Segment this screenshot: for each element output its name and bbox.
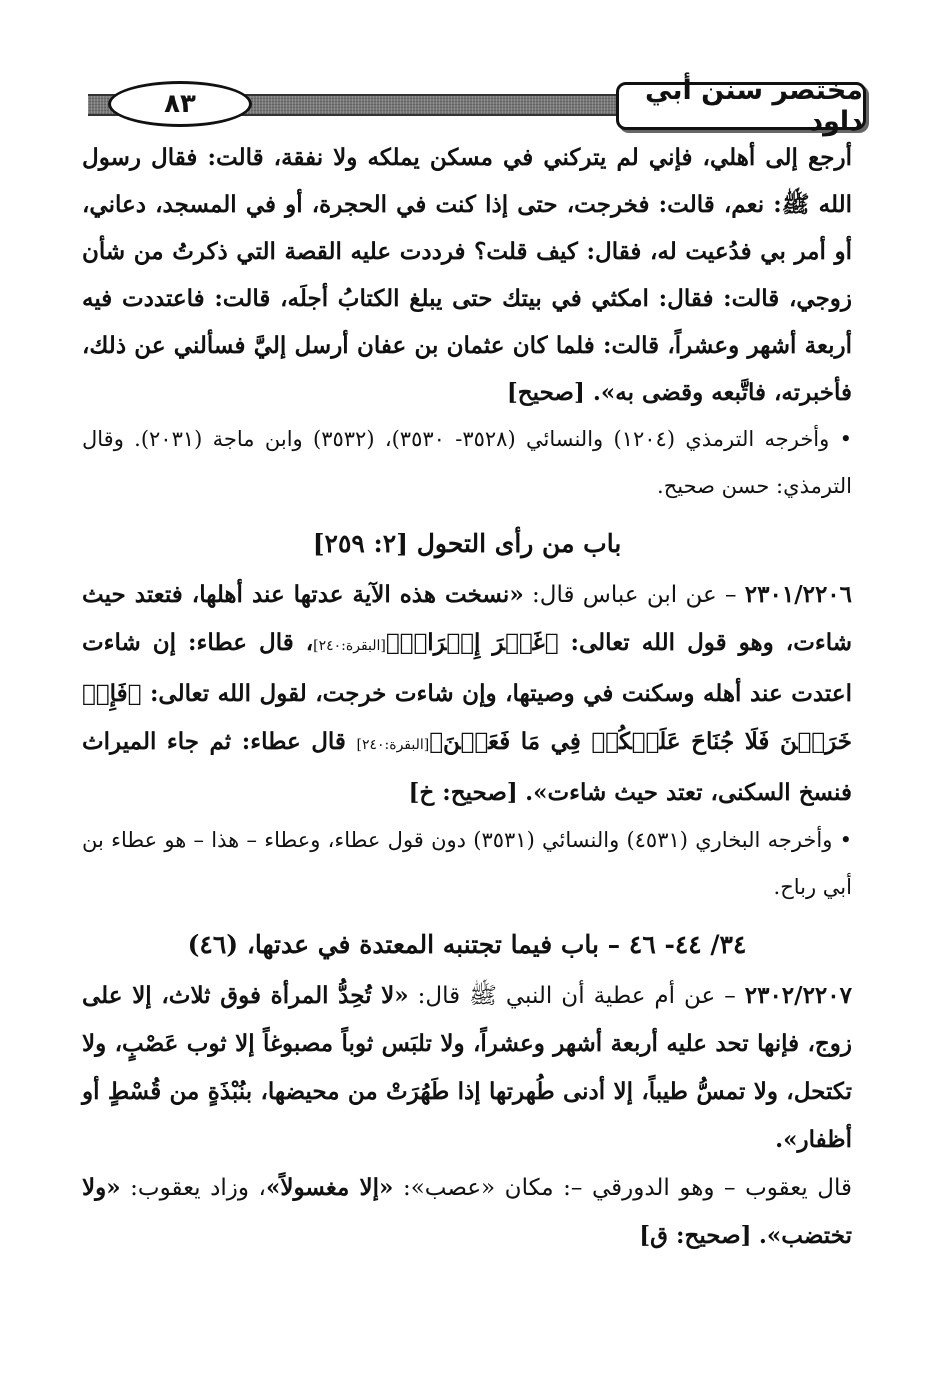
hadith-matn: قال عطاء: ثم جاء الميراث فنسخ السكنى، تعتد حيث شاءت».	[82, 728, 852, 806]
hadith-isnad: – عن ابن عباس قال:	[523, 582, 745, 608]
chapter-heading: ٣٤/ ٤٤- ٤٦ – باب فيما تجتنبه المعتدة في عدتها، (٤٦)	[187, 930, 747, 959]
verse-reference: [البقرة:٢٤٠]	[313, 638, 386, 654]
hadith-2203-continuation	[82, 134, 852, 416]
hadith-matn: «نسخت هذه الآية عدتها عند أهلها، فتعتد حيث شاءت، وهو قول الله تعالى:	[82, 581, 852, 656]
addition-quote: «ولا تختضب».	[82, 1174, 852, 1249]
page-body	[82, 134, 852, 1260]
hadith-grade: [صحيح: ق]	[639, 1222, 752, 1249]
hadith-2207	[82, 972, 852, 1164]
verse-reference: [البقرة:٢٤٠]	[356, 737, 430, 753]
takhrij-note: • وأخرجه البخاري (٤٥٣١) والنسائي (٣٥٣١) دون قول عطاء، وعطاء – هذا – هو عطاء بن أبي رباح.	[82, 828, 852, 899]
book-title: مختصر سنن أبي داود	[616, 82, 866, 130]
hadith-grade: [صحيح: خ]	[408, 779, 518, 806]
addition-text: ، وزاد يعقوب:	[120, 1175, 266, 1201]
chapter-heading: باب من رأى التحول [٢: ٢٥٩]	[312, 529, 622, 558]
hadith-matn: «لا تُحِدُّ المرأة فوق ثلاث، إلا على زوج، فإنها تحد عليه أربعة أشهر وعشراً، ولا تلبَس ثوباً مصبوغاً إلا ثوب عَصْبٍ، ولا تكتحل، ولا تمسُّ طيباً، إلا أدنى طُهرتها إذا طَهُرَتْ من محيضها، بنُبْذَةٍ من قُسْطٍ أو أظفار».	[82, 982, 852, 1153]
narrator-addition	[82, 1164, 852, 1260]
addition-quote: «إلا مغسولاً»	[265, 1174, 394, 1201]
hadith-text: أرجع إلى أهلي، فإني لم يتركني في مسكن يملكه ولا نفقة، قالت: فقال رسول الله ﷺ: نعم، قالت: فخرجت، حتى إذا كنت في الحجرة، أو في المسجد، دعاني، أو أمر بي فدُعيت له، فقال: كيف قلت؟ فرددت عليه القصة التي ذكرتُ من شأن زوجي، قالت: فقال: امكثي في بيتك حتى يبلغ الكتابُ أجلَه، قالت: فاعتددت فيه أربعة أشهر وعشراً، قالت: فلما كان عثمان بن عفان أرسل إليَّ فسألني عن ذلك، فأخبرته، فاتَّبعه وقضى به».	[82, 144, 852, 406]
page-header	[88, 75, 866, 137]
addition-text: قال يعقوب – وهو الدورقي –: مكان «عصب»:	[393, 1175, 853, 1201]
takhrij-note: • وأخرجه الترمذي (١٢٠٤) والنسائي (٣٥٢٨- ٣٥٣٠)، (٣٥٣٢) وابن ماجة (٢٠٣١). وقال الترمذي: حسن صحيح.	[82, 427, 852, 498]
hadith-matn: ، قال عطاء: إن شاءت اعتدت عند أهله وسكنت في وصيتها، وإن شاءت خرجت، لقول الله تعالى:	[82, 629, 852, 707]
quran-verse: ﴿غَيۡرَ إِخۡرَاجٖ﴾	[385, 629, 559, 656]
hadith-number: ٢٣٠٢/٢٢٠٧	[744, 982, 852, 1009]
hadith-isnad: – عن أم عطية أن النبي ﷺ قال:	[408, 983, 745, 1009]
hadith-number: ٢٣٠١/٢٢٠٦	[744, 581, 853, 608]
hadith-2206	[82, 571, 852, 817]
page-number: ٨٣	[108, 81, 252, 127]
quran-verse: ﴿فَإِنۡ خَرَجۡنَ فَلَا جُنَاحَ عَلَيۡكُمۡ فِي مَا فَعَلۡنَ﴾	[82, 680, 852, 755]
hadith-grade: [صحيح]	[506, 379, 585, 406]
